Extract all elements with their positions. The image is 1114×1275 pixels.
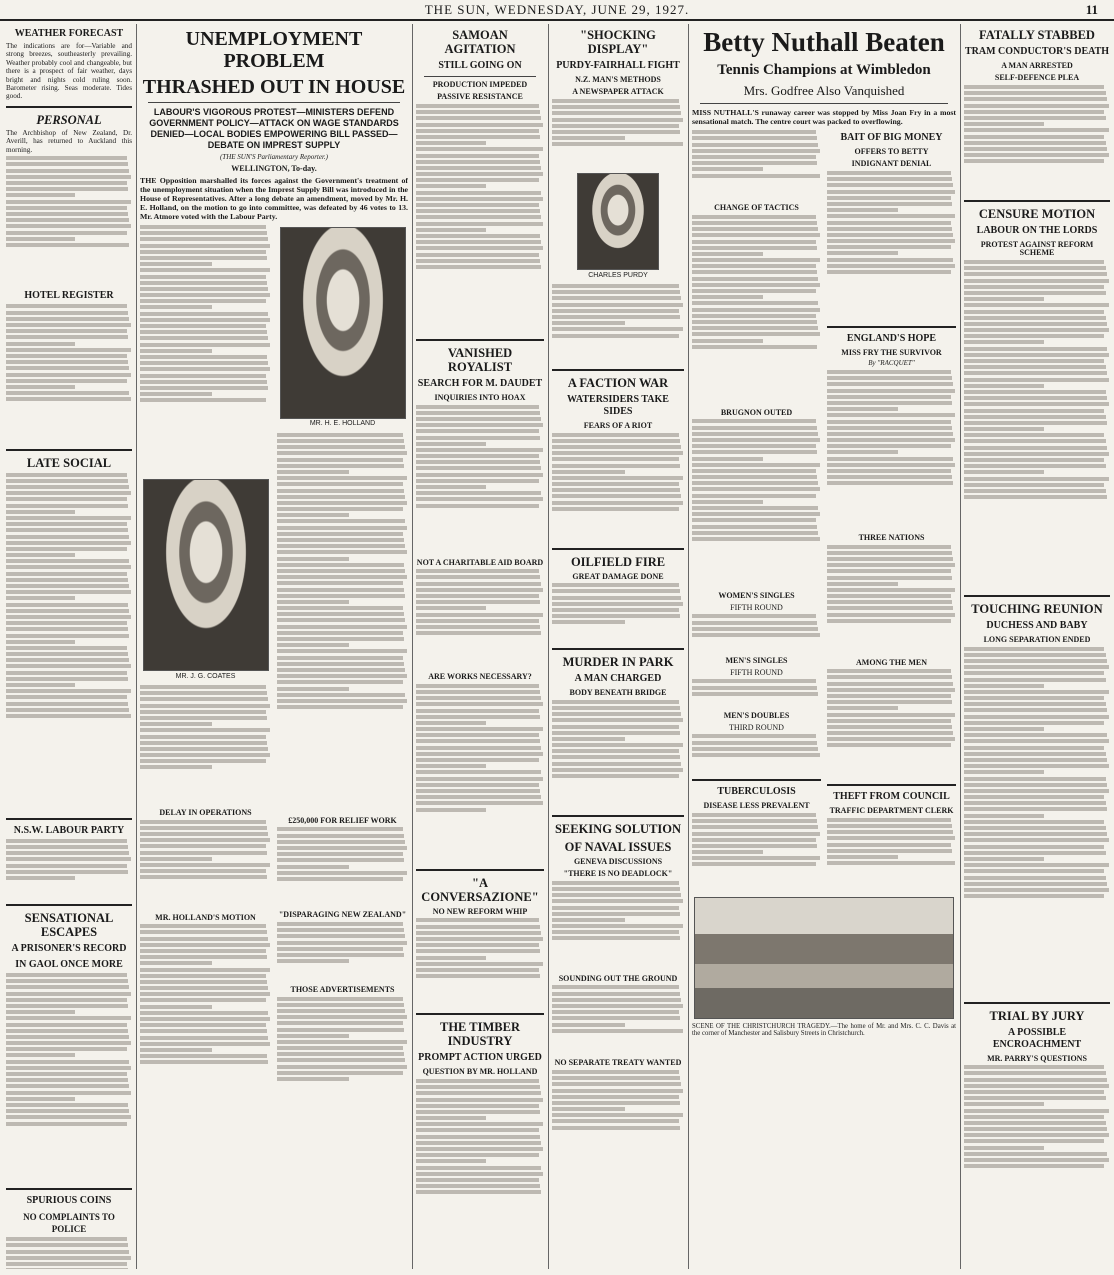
display-subhead: PURDY-FAIRHALL FIGHT [556, 60, 680, 71]
conversazione-headline: "A CONVERSAZIONE" [421, 875, 539, 904]
article-body [277, 997, 408, 1117]
article-body [827, 669, 956, 779]
jury-subhead: A POSSIBLE ENCROACHMENT [992, 1026, 1082, 1050]
results-body [692, 734, 821, 774]
article-body [416, 104, 544, 334]
column-rule [960, 24, 961, 1269]
personal-headline: PERSONAL [36, 112, 102, 127]
samoa-subhead: STILL GOING ON [438, 60, 522, 71]
article-body [416, 918, 544, 1008]
tb-subhead: DISEASE LESS PREVALENT [703, 801, 810, 811]
column-4 [552, 24, 684, 1269]
faction-headline: A FACTION WAR [567, 376, 669, 390]
article-body [6, 973, 132, 1183]
article-body [552, 1070, 684, 1160]
murder-subhead: A MAN CHARGED [574, 673, 662, 685]
display-headline: "SHOCKING DISPLAY" [580, 28, 656, 56]
article-body [277, 433, 408, 813]
column-rule [136, 24, 137, 1269]
unemployment-headline: UNEMPLOYMENT PROBLEM [185, 28, 363, 72]
results-body [692, 614, 821, 654]
lead-paragraph: THE Opposition marshalled its forces against the Government's treatment of the unemployment situation when the Imprest Supply Bill was introduced in the House of Representatives. After a long debate an amendment, moved by Mr. H. E. Holland, on the motion to go into committee, was defeated by 46 votes to 13. Mr. Atmore voted with the Labour Party. [140, 175, 408, 221]
article-body [827, 818, 956, 888]
photo-purdy [577, 173, 659, 279]
results-round: THIRD ROUND [729, 722, 784, 732]
byline: (THE SUN'S Parliamentary Reporter.) [219, 153, 329, 161]
dateline: WELLINGTON, To-day. [231, 164, 317, 174]
royalist-headline: VANISHED ROYALIST [447, 346, 513, 374]
hotel-register-headline: HOTEL REGISTER [24, 290, 114, 302]
photo-christchurch-house [694, 897, 954, 1019]
murder-headline: MURDER IN PARK [562, 655, 674, 670]
faction-subhead: WATERSIDERS TAKE SIDES [567, 394, 669, 417]
article-body [552, 99, 684, 169]
display-subhead-3: A NEWSPAPER ATTACK [572, 87, 664, 97]
masthead [0, 0, 1114, 18]
photo-caption: MR. H. E. HOLLAND [309, 420, 376, 428]
article-body [140, 685, 271, 805]
results-headline: WOMEN'S SINGLES [718, 591, 795, 601]
column-rule [412, 24, 413, 1269]
timber-subhead-2: QUESTION BY MR. HOLLAND [422, 1067, 538, 1077]
censure-subhead-2: PROTEST AGAINST REFORM SCHEME [980, 240, 1094, 258]
photo-coates [143, 479, 269, 680]
censure-subhead: LABOUR ON THE LORDS [976, 225, 1098, 236]
article-body [827, 370, 956, 530]
column-2 [140, 24, 408, 1269]
article-body [827, 171, 956, 321]
article-body [416, 569, 544, 669]
murder-subhead-2: BODY BENEATH BRIDGE [569, 688, 667, 698]
tennis-headline: Betty Nuthall Beaten [703, 27, 945, 57]
article-body [416, 405, 544, 555]
article-body [964, 1065, 1110, 1215]
article-body [552, 583, 684, 643]
article-body [552, 985, 684, 1055]
article-body [416, 1079, 544, 1239]
article-body [6, 304, 132, 444]
gaol-headline: IN GAOL ONCE MORE [15, 958, 123, 970]
article-body [140, 225, 271, 475]
late-social-headline: LATE SOCIAL [26, 456, 112, 471]
article-body [964, 647, 1110, 997]
article-body [552, 284, 684, 364]
column-1 [6, 24, 132, 1269]
complaints-headline: NO COMPLAINTS TO POLICE [23, 1212, 115, 1234]
subhead: MR. HOLLAND'S MOTION [155, 912, 256, 922]
masthead-title: THE SUN, WEDNESDAY, JUNE 29, 1927. [424, 2, 690, 17]
oilfield-headline: OILFIELD FIRE [570, 554, 666, 569]
weather-text: The indications are for—Variable and strong breezes, southeasterly prevailing. Weather probably cool and changeable, but there is a prospect of fair weather, days bright and nights cold ruling soon. Barometer rising. Seas moderate. Tides good. [6, 42, 132, 101]
results-headline: MEN'S DOUBLES [723, 711, 790, 721]
reunion-subhead: DUCHESS AND BABY [986, 620, 1088, 631]
stabbed-subhead: TRAM CONDUCTOR'S DEATH [964, 46, 1110, 57]
coins-headline: SPURIOUS COINS [26, 1195, 112, 1206]
photo-caption: MR. J. G. COATES [175, 672, 236, 680]
tennis-subhead: Tennis Champions at Wimbledon [717, 62, 931, 78]
subhead: SOUNDING OUT THE GROUND [558, 973, 678, 983]
article-body [827, 545, 956, 655]
oilfield-subhead: GREAT DAMAGE DONE [572, 571, 664, 581]
tennis-subhead-2: Mrs. Godfree Also Vanquished [743, 83, 905, 98]
royalist-subhead-2: INQUIRIES INTO HOAX [434, 393, 526, 402]
article-body [416, 684, 544, 864]
tb-headline: TUBERCULOSIS [717, 786, 796, 798]
subhead: NOT A CHARITABLE AID BOARD [416, 557, 544, 567]
theft-headline: THEFT FROM COUNCIL [833, 791, 950, 803]
article-body [140, 820, 271, 910]
results-body [692, 679, 821, 709]
article-body [964, 85, 1110, 195]
theft-subhead: TRAFFIC DEPARTMENT CLERK [829, 806, 954, 816]
unemployment-headline-2: THRASHED OUT IN HOUSE [142, 76, 406, 98]
reunion-subhead-2: LONG SEPARATION ENDED [983, 635, 1091, 644]
naval-subhead-2: "THERE IS NO DEADLOCK" [563, 869, 673, 879]
article-body [692, 813, 821, 893]
subhead: CHANGE OF TACTICS [714, 203, 799, 213]
stabbed-subhead-3: SELF-DEFENCE PLEA [994, 73, 1080, 83]
escapes-headline: SENSATIONAL ESCAPES [24, 910, 114, 939]
hope-byline: By "RACQUET" [868, 359, 915, 368]
subhead: NO SEPARATE TREATY WANTED [554, 1058, 682, 1068]
hope-subhead: MISS FRY THE SURVIVOR [841, 348, 942, 357]
royalist-subhead: SEARCH FOR M. DAUDET [417, 378, 543, 389]
article-body [552, 881, 684, 971]
column-rule [688, 24, 689, 1269]
timber-headline: THE TIMBER INDUSTRY [440, 1020, 520, 1049]
subhead: AMONG THE MEN [856, 657, 927, 667]
article-body [692, 419, 821, 589]
tennis-lead: MISS NUTHALL'S runaway career was stopped by Miss Joan Fry in a most sensational match. The centre court was packed to overflowing. [692, 108, 956, 126]
subhead: THOSE ADVERTISEMENTS [290, 985, 395, 994]
subhead: THREE NATIONS [858, 533, 925, 542]
photo-caption: CHARLES PURDY [588, 271, 648, 279]
money-headline: BAIT OF BIG MONEY [840, 132, 943, 143]
article-body [552, 433, 684, 543]
column-5 [692, 24, 956, 1269]
results-round: FIFTH ROUND [730, 602, 783, 612]
jury-subhead-2: MR. PARRY'S QUESTIONS [987, 1053, 1087, 1063]
naval-subhead: GENEVA DISCUSSIONS [573, 856, 663, 866]
photo-holland [280, 227, 406, 428]
personal-text: The Archbishop of New Zealand, Dr. Averill, has returned to Auckland this morning. [6, 128, 132, 154]
article-body [6, 473, 132, 813]
article-body [964, 260, 1110, 590]
results-round: FIFTH ROUND [730, 667, 783, 677]
naval-headline-2: OF NAVAL ISSUES [564, 839, 672, 854]
subhead: "DISPARAGING NEW ZEALAND" [278, 910, 407, 920]
article-body [6, 156, 132, 286]
column-6 [964, 24, 1110, 1269]
column-rule [548, 24, 549, 1269]
samoa-subhead-3: PASSIVE RESISTANCE [437, 92, 523, 102]
samoa-subhead-2: PRODUCTION IMPEDED [432, 80, 528, 89]
money-subhead-2: INDIGNANT DENIAL [851, 159, 932, 169]
subhead: BRUGNON OUTED [720, 407, 793, 417]
article-body [6, 839, 132, 899]
samoa-headline: SAMOAN AGITATION [444, 28, 516, 56]
labour-party-headline: N.S.W. LABOUR PARTY [13, 824, 125, 836]
reunion-headline: TOUCHING REUNION [971, 602, 1103, 616]
article-body [6, 1237, 132, 1269]
naval-headline: SEEKING SOLUTION [554, 821, 682, 836]
article-body [277, 827, 408, 907]
prisoner-headline: A PRISONER'S RECORD [11, 942, 127, 954]
column-3 [416, 24, 544, 1269]
stabbed-headline: FATALLY STABBED [979, 28, 1095, 42]
article-body [692, 215, 821, 405]
jury-headline: TRIAL BY JURY [989, 1008, 1085, 1023]
money-subhead: OFFERS TO BETTY [854, 147, 929, 156]
faction-subhead-2: FEARS OF A RIOT [583, 421, 653, 430]
article-body [552, 700, 684, 810]
article-body [277, 922, 408, 982]
article-body [140, 924, 271, 1124]
subhead: £250,000 FOR RELIEF WORK [288, 815, 397, 825]
masthead-rule [0, 19, 1114, 21]
display-subhead-2: N.Z. MAN'S METHODS [575, 75, 661, 84]
timber-subhead: PROMPT ACTION URGED [418, 1052, 542, 1064]
censure-headline: CENSURE MOTION [978, 207, 1096, 221]
unemployment-deck: LABOUR'S VIGOROUS PROTEST—MINISTERS DEFEND GOVERNMENT POLICY—ATTACK ON WAGE STANDARDS DENIED—LOCAL BODIES EMPOWERING BILL PASSED—DEBATE ON IMPREST SUPPLY [149, 107, 399, 150]
subhead: DELAY IN OPERATIONS [159, 808, 252, 817]
subhead: ARE WORKS NECESSARY? [428, 672, 532, 682]
weather-headline: WEATHER FORECAST [14, 28, 124, 39]
photo-caption: SCENE OF THE CHRISTCHURCH TRAGEDY.—The home of Mr. and Mrs. C. C. Davis at the corner of Manchester and Salisbury Streets in Christchurch. [692, 1022, 956, 1038]
page-number: 11 [1085, 2, 1098, 17]
stabbed-subhead-2: A MAN ARRESTED [1001, 61, 1073, 70]
hope-headline: ENGLAND'S HOPE [846, 333, 937, 344]
conversazione-subhead: NO NEW REFORM WHIP [432, 906, 528, 916]
article-body [692, 130, 821, 200]
results-headline: MEN'S SINGLES [725, 656, 788, 666]
